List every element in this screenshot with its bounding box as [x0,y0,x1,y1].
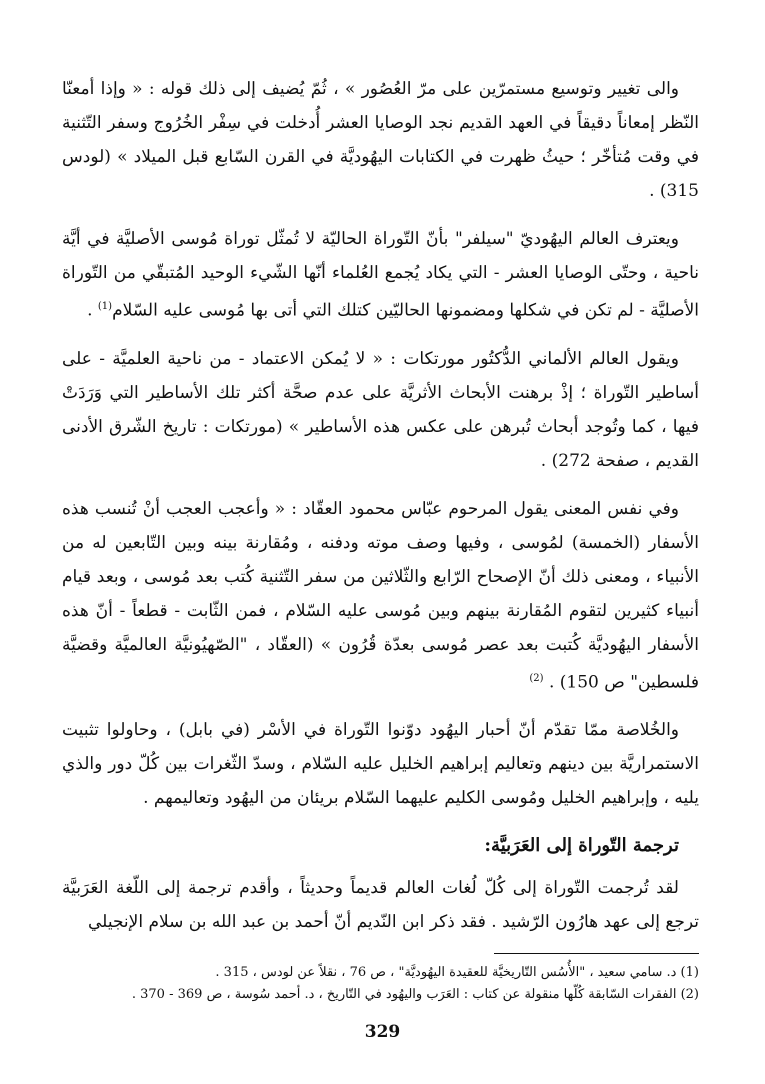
footnote-1: (1) د. سامي سعيد ، "الأُسُس التّاريخيَّة للعقيدة اليهُوديَّة" ، ص 76 ، نقلاً عن لودس ، 315 . [215,965,699,981]
footnote-marker-1: (1) [97,301,113,312]
page-number: 329 [364,1022,401,1042]
footnote-marker-2: (2) [529,672,544,684]
section-heading: ترجمة التّوراة إلى العَرَبيَّة: [484,835,679,857]
footnote-divider [494,953,699,954]
paragraph-conclusion: والخُلاصة ممّا تقدّم أنّ أحبار اليهُود دوّنوا التّوراة في الأسْر (في بابل) ، وحاولوا تثبيت الاستمراريَّة بين دينهم وتعاليم إبراهيم الخليل عليه السّلام ، وسدّ الثّغرات بين كُلّ دور والذي يليه ، وإبراهيم الخليل ومُوسى الكليم عليهما السّلام بريئان من اليهُود وتعاليمهم . [62,720,699,809]
paragraph-aqqad: وفي نفس المعنى يقول المرحوم عبّاس محمود العقّاد : « وأعجب العجب أنْ تُنسب هذه الأسفار (الخمسة) لمُوسى ، وفيها وصف موته ودفنه ، ومُقارنة بينه وبين التّابعين له من الأنبياء ، ومعنى ذلك أنّ الإصحاح الرّابع والثّلاثين من سفر التّثنية كُتب بعد مُوسى ، وبعد قيام أنبياء كثيرين لتقوم المُقارنة بينهم وبين مُوسى عليه السّلام ، فمن الثّابت - قطعاً - أنّ هذه الأسفار اليهُوديَّة كُتبت بعد عصر مُوسى بعدّة قُرُون » (العقّاد ، "الصّهيُونيَّة العالميَّة وقضيَّة فلسطين" ص 150) . $^{(2)}$ [62,498,699,693]
paragraph-lodes-quote: والى تغيير وتوسيع مستمرّين على مرّ العُصُور » ، ثُمّ يُضيف إلى ذلك قوله : « وإذا أمعنّا النّظر إمعاناً دقيقاً في العهد القديم نجد الوصايا العشر أُدخلت في سِفْر الخُرُوج وسفر التّثنية في وقت مُتأخّر ؛ حيثُ ظهرت في الكتابات اليهُوديَّة في القرن السّابع قبل الميلاد » (لودس 315) . [62,79,699,201]
paragraph-translation: لقد تُرجمت التّوراة إلى كُلّ لُغات العالم قديماً وحديثاً ، وأقدم ترجمة إلى اللّغة العَرَبيَّة ترجع إلى عهد هارُون الرّشيد . فقد ذكر ابن النّديم أنّ أحمد بن عبد الله بن سلام الإنجيلي [62,878,699,933]
paragraph-mortkat: ويقول العالم الألماني الدُّكتُور مورتكات : « لا يُمكن الاعتماد - من ناحية العلميَّة - على أساطير التّوراة ؛ إذْ برهنت الأبحاث الأثريَّة على عدم صحَّة أكثر تلك الأساطير التي وَرَدَتْ فيها ، كما وتُوجد أبحاث تُبرهن على عكس هذه الأساطير » (مورتكات : تاريخ الشّرق الأدنى القديم ، صفحة 272) . [62,348,699,471]
paragraph-silver: ويعترف العالم اليهُوديّ "سيلفر" بأنّ التّوراة الحاليّة لا تُمثّل توراة مُوسى الأصليَّة في أيَّة ناحية ، وحتّى الوصايا العشر - التي يكاد يُجمع العُلماء أنّها الشّيء الوحيد المُتبقّي من التّوراة الأصليَّة - لم تكن في شكلها ومضمونها الحاليّين كتلك التي أتى بها مُوسى عليه السّلام$^{(1)}$ . [62,229,699,321]
footnote-2: (2) الفقرات السّابقة كُلّها منقولة عن كتاب : العَرَب واليهُود في التّاريخ ، د. أحمد سُوسة ، ص 369 - 370 . [131,987,699,1003]
